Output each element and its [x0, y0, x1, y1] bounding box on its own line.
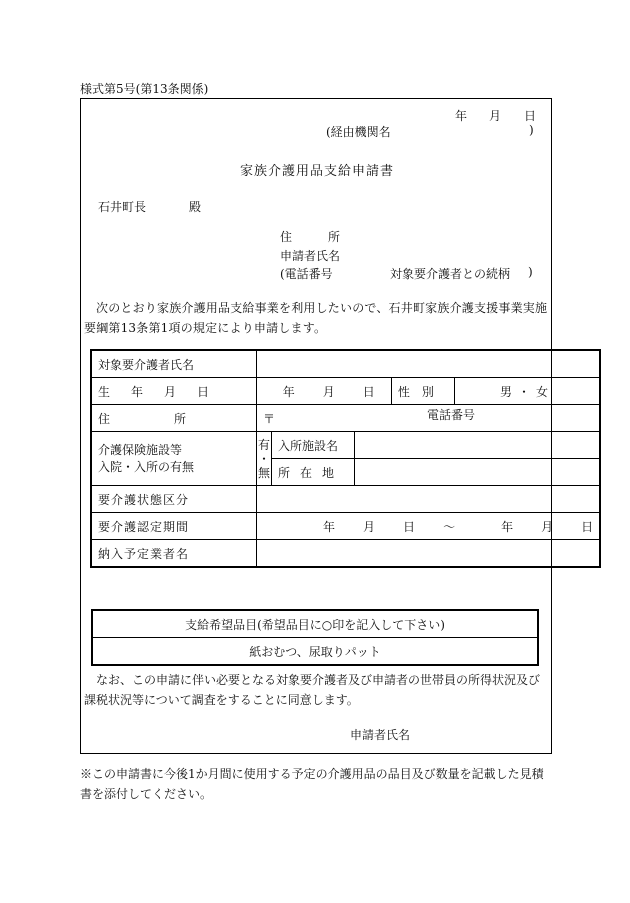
facility-label-line1: 介護保険施設等 [98, 442, 183, 457]
item-diapers[interactable]: 紙おむつ、尿取りパット [92, 638, 538, 666]
application-statement: 次のとおり家族介護用品支給事業を利用したいので、石井町家族介護支援事業実施要綱第13条第1項の規定により申請します。 [84, 301, 548, 335]
facility-location-field[interactable] [355, 459, 601, 486]
presence-no: 無 [258, 465, 271, 480]
table-row [91, 486, 600, 513]
presence-yes: 有 [258, 437, 271, 452]
items-table [91, 609, 539, 666]
birthdate-label-cell [91, 378, 257, 405]
subject-name-field[interactable] [257, 350, 601, 378]
table-row [91, 350, 600, 378]
attachment-note: ※この申請書に今後1か月間に使用する予定の介護用品の品目及び数量を記載した見積書を添付してください。 [80, 767, 544, 801]
table-row [91, 378, 600, 405]
period-tilde: 〜 [443, 519, 456, 534]
applicant-relationship-label: 対象要介護者との続柄 [390, 267, 511, 281]
table-row [92, 610, 538, 638]
period-end-year: 年 [501, 519, 514, 534]
facility-label-line2: 入院・入所の有無 [98, 459, 195, 474]
applicant-phone-label: (電話番号 [280, 267, 333, 281]
facility-label-cell [91, 432, 257, 486]
table-row [91, 513, 600, 540]
table-row [92, 638, 538, 666]
cert-period-label: 要介護認定期間 [91, 513, 257, 540]
period-start-year: 年 [323, 519, 336, 534]
facility-name-label: 入所施設名 [272, 432, 355, 459]
vendor-field[interactable] [257, 540, 601, 568]
items-header: 支給希望品目(希望品目に○印を記入して下さい) [92, 610, 538, 638]
cert-period-field[interactable] [257, 513, 601, 540]
cert-period-units [263, 518, 593, 535]
care-level-field[interactable] [257, 486, 601, 513]
birthdate-label-text: 生年月日 [98, 384, 231, 399]
table-row [91, 405, 600, 432]
period-end-day: 日 [581, 519, 594, 534]
applicant-relationship-close: ) [528, 265, 533, 279]
signature-label: 申請者氏名 [350, 728, 411, 742]
gender-choice[interactable]: 男・女 [454, 378, 600, 405]
route-label: (経由機関名 [326, 125, 391, 139]
applicant-address-label: 住所 [280, 230, 377, 244]
addressee-name: 石井町長 [98, 200, 147, 214]
period-end-month: 月 [541, 519, 554, 534]
address-label: 住所 [91, 405, 257, 432]
birthdate-field[interactable] [257, 378, 392, 405]
presence-separator: ・ [258, 451, 271, 466]
consent-statement: なお、この申請に伴い必要となる対象要介護者及び申請者の世帯員の所得状況及び課税状況等について調査をすることに同意します。 [84, 673, 541, 707]
period-start-day: 日 [403, 519, 416, 534]
applicant-name-label: 申請者氏名 [280, 249, 341, 263]
address-field[interactable] [257, 405, 601, 432]
table-row [91, 432, 600, 459]
birth-month-unit: 月 [322, 384, 335, 399]
document-title: 家族介護用品支給申請書 [240, 164, 395, 179]
address-phone-label: 電話番号 [427, 408, 476, 422]
date-year-label: 年 [455, 109, 468, 123]
facility-name-field[interactable] [355, 432, 601, 459]
postal-mark: 〒 [263, 411, 276, 426]
date-day-label: 日 [524, 109, 537, 123]
birth-day-unit: 日 [362, 384, 375, 399]
subject-name-label: 対象要介護者氏名 [91, 350, 257, 378]
care-level-label: 要介護状態区分 [91, 486, 257, 513]
presence-choice[interactable] [257, 432, 272, 486]
gender-label: 性別 [391, 378, 454, 405]
birthdate-units [263, 383, 385, 400]
facility-location-label: 所在地 [272, 459, 355, 486]
period-start-month: 月 [363, 519, 376, 534]
birthdate-label [98, 383, 250, 400]
birth-year-unit: 年 [282, 384, 295, 399]
application-table [90, 349, 601, 568]
route-close: ) [529, 123, 534, 137]
vendor-label: 納入予定業者名 [91, 540, 257, 568]
date-month-label: 月 [489, 109, 502, 123]
form-number: 様式第5号(第13条関係) [80, 82, 209, 96]
addressee-honorific: 殿 [189, 200, 202, 214]
table-row [91, 540, 600, 568]
